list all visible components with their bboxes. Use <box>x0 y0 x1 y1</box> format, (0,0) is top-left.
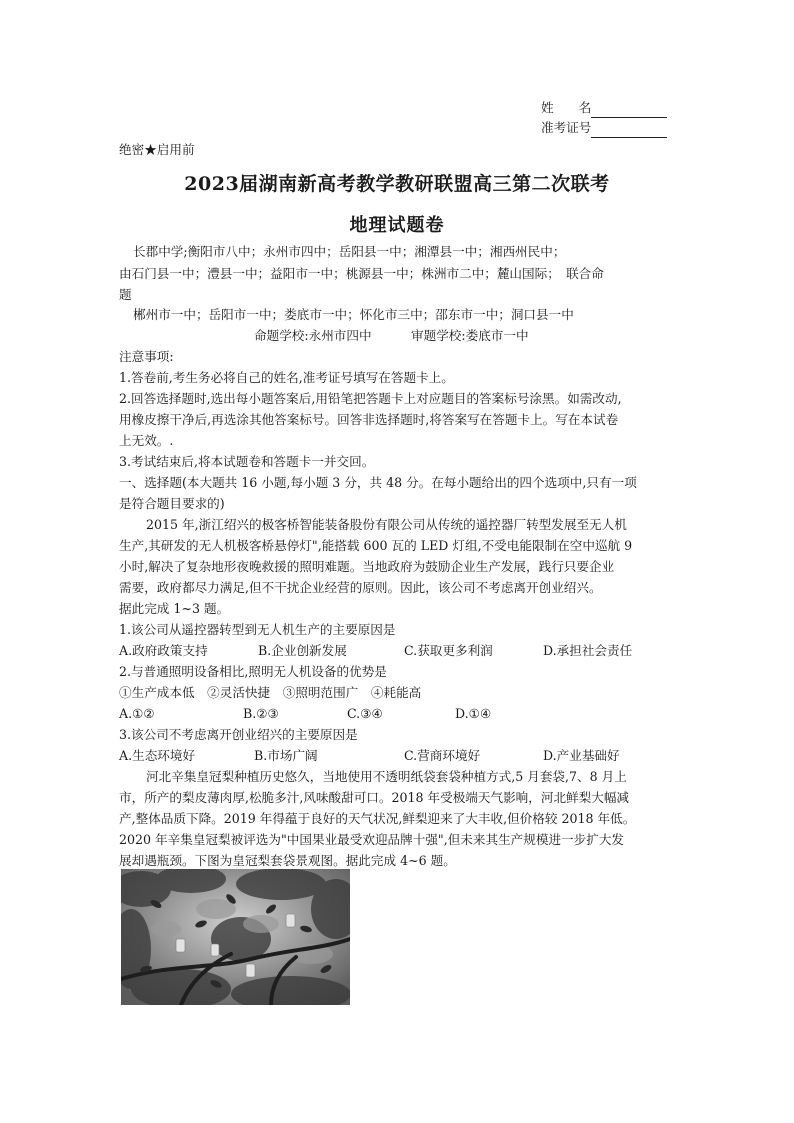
confidential-mark: 绝密★启用前 <box>119 142 195 157</box>
notes-heading: 注意事项: <box>119 349 174 364</box>
question-2-items: ①生产成本低 ②灵活快捷 ③照明范围广 ④耗能高 <box>119 685 422 700</box>
name-blank[interactable] <box>591 103 667 118</box>
passage-2-line-4: 2020 年辛集皇冠梨被评选为"中国果业最受欢迎品牌十强",但未来其生产规模进一步扩大发 <box>119 832 625 847</box>
passage-1-line-2: 生产,其研发的无人机极客桥悬停灯",能搭载 600 瓦的 LED 灯组,不受电能限制在空中巡航 9 <box>119 538 633 553</box>
question-3-stem: 3.该公司不考虑离开创业绍兴的主要原因是 <box>119 727 358 742</box>
exam-id-label: 准考证号 <box>541 120 592 135</box>
passage-1-line-4: 需要，政府都尽力满足,但不干扰企业经营的原则。因此，该公司不考虑离开创业绍兴。 <box>119 580 602 595</box>
passage-2-line-5: 展却遇瓶颈。下图为皇冠梨套袋景观图。据此完成 4~6 题。 <box>119 853 456 868</box>
q1-option-c[interactable]: C.获取更多利润 <box>404 643 493 658</box>
passage-1-line-5: 据此完成 1~3 题。 <box>119 601 230 616</box>
passage-2-line-2: 市，所产的梨皮薄肉厚,松脆多汁,风味酸甜可口。2018 年受极端天气影响，河北鲜梨大幅减 <box>119 790 630 805</box>
q1-option-b[interactable]: B.企业创新发展 <box>258 643 347 658</box>
section-1-heading: 一、选择题(本大题共 16 小题,每小题 3 分，共 48 分。在每小题给出的四个选项中,只有一项 <box>119 475 637 490</box>
page-title: 2023届湖南新高考教学教研联盟高三第二次联考 <box>184 173 610 195</box>
section-1-heading-cont: 是符合题目要求的) <box>119 496 225 511</box>
pear-orchard-photo <box>121 869 350 1005</box>
question-1-stem: 1.该公司从遥控器转型到无人机生产的主要原因是 <box>119 622 396 637</box>
q2-option-a[interactable]: A.①② <box>119 706 155 721</box>
schools-line-1: 长郡中学;衡阳市八中；永州市四中；岳阳县一中；湘潭县一中；湘西州民中； <box>133 244 566 259</box>
note-2-line-3: 上无效。. <box>119 433 174 448</box>
q3-option-b[interactable]: B.市场广阔 <box>254 748 318 763</box>
schools-line-3: 题 <box>119 287 132 302</box>
passage-1-line-3: 小时,解决了复杂地形夜晚救援的照明难题。当地政府为鼓励企业生产发展，践行只要企业 <box>119 559 615 574</box>
setter-school: 命题学校:永州市四中 <box>254 328 372 343</box>
q3-option-a[interactable]: A.生态环境好 <box>119 748 196 763</box>
q2-option-c[interactable]: C.③④ <box>347 706 383 721</box>
q2-option-d[interactable]: D.①④ <box>455 706 492 721</box>
note-3: 3.考试结束后,将本试题卷和答题卡一并交回。 <box>119 454 375 469</box>
exam-id-blank[interactable] <box>591 123 667 138</box>
schools-line-2: 由石门县一中；澧县一中；益阳市一中；桃源县一中；株洲市二中；麓山国际； 联合命 <box>119 266 604 281</box>
note-1: 1.答卷前,考生务必将自己的姓名,准考证号填写在答题卡上。 <box>119 370 454 385</box>
note-2-line-2: 用橡皮擦干净后,再选涂其他答案标号。回答非选择题时,将答案写在答题卡上。写在本试卷 <box>119 412 619 427</box>
passage-2-line-3: 产,整体品质下降。2019 年得蕴于良好的天气状况,鲜梨迎来了大丰收,但价格较 2018 年低。 <box>119 811 636 826</box>
q3-option-d[interactable]: D.产业基础好 <box>543 748 620 763</box>
q1-option-a[interactable]: A.政府政策支持 <box>119 643 208 658</box>
passage-1-line-1: 2015 年,浙江绍兴的极客桥智能装备股份有限公司从传统的遥控器厂转型发展至无人机 <box>146 517 627 532</box>
q1-option-d[interactable]: D.承担社会责任 <box>543 643 633 658</box>
passage-2-line-1: 河北辛集皇冠梨种植历史悠久，当地使用不透明纸袋套袋种植方式,5 月套袋,7、8 月上 <box>146 769 627 784</box>
q3-option-c[interactable]: C.营商环境好 <box>404 748 481 763</box>
question-2-stem: 2.与普通照明设备相比,照明无人机设备的优势是 <box>119 664 387 679</box>
schools-line-4: 郴州市一中；岳阳市一中；娄底市一中；怀化市三中；邵东市一中；洞口县一中 <box>133 307 574 322</box>
name-label: 姓 名 <box>541 100 592 115</box>
page-subtitle: 地理试题卷 <box>349 215 445 236</box>
exam-id-field[interactable] <box>541 118 667 138</box>
note-2-line-1: 2.回答选择题时,选出每小题答案后,用铅笔把答题卡上对应题目的答案标号涂黑。如需改动, <box>119 391 622 406</box>
reviewer-school: 审题学校:娄底市一中 <box>411 328 529 343</box>
q2-option-b[interactable]: B.②③ <box>243 706 279 721</box>
name-field[interactable] <box>541 98 667 118</box>
